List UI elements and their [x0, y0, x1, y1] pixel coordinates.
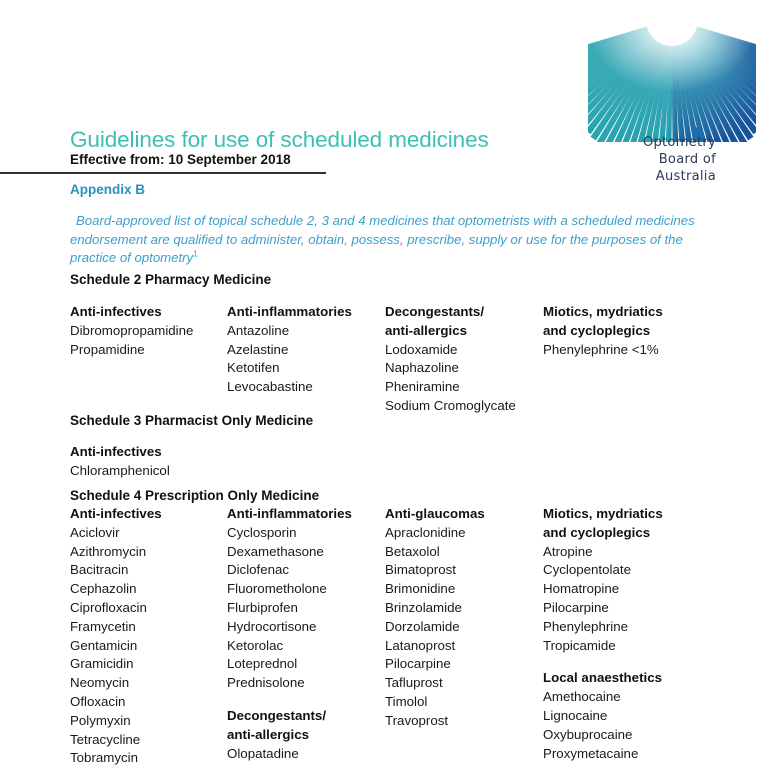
medicine-name: Pilocarpine [543, 599, 609, 615]
logo-wordmark-line-1: Optometry [642, 135, 716, 150]
category-title: Decongestants/ [385, 304, 485, 319]
medicine-name: Atropine [543, 543, 593, 559]
schedule-3-heading: Schedule 3 Pharmacist Only Medicine [70, 413, 314, 428]
medicine-name: Olopatadine [227, 745, 299, 761]
medicine-name: Levocabastine [227, 379, 313, 395]
schedule-2-column-2 [227, 303, 352, 397]
medicine-name: Cyclopentolate [543, 562, 631, 578]
medicine-name: Tafluprost [385, 675, 443, 691]
medicine-name: Prednisolone [227, 675, 305, 691]
appendix-heading: Appendix B [70, 182, 146, 197]
category-title: Decongestants/ [227, 707, 327, 723]
medicine-name: Pilocarpine [385, 656, 451, 672]
header-divider [0, 172, 326, 174]
medicine-name: Betaxolol [385, 543, 440, 559]
medicine-name: Phenylephrine [543, 618, 629, 634]
medicine-name: Phenylephrine <1% [543, 341, 659, 357]
category-title: Anti-infectives [70, 506, 162, 521]
category-title: Anti-inflammatories [227, 506, 352, 521]
appendix-description-text: Board-approved list of topical schedule 2, 3 and 4 medicines that optometrists with a scheduled medicines endorsement are qualified to administer, obtain, possess, prescribe, supply or use for the purposes of the practice of optometry [70, 213, 695, 265]
medicine-name: Amethocaine [543, 689, 621, 705]
medicine-name: Lignocaine [543, 707, 608, 723]
medicine-name: Propamidine [70, 341, 145, 357]
medicine-name: Lodoxamide [385, 341, 458, 357]
medicine-name: Flurbiprofen [227, 599, 298, 615]
medicine-name: Oxybuprocaine [543, 726, 633, 742]
medicine-name: Gramicidin [70, 656, 134, 672]
medicine-name: Chloramphenicol [70, 462, 170, 478]
logo-wordmark-line-3: Australia [655, 169, 716, 184]
category-title: anti-allergics [385, 322, 468, 338]
medicine-name: Azithromycin [70, 543, 147, 559]
medicine-name: Dibromopropamidine [70, 322, 194, 338]
schedule-4-column-4 [543, 505, 663, 763]
effective-from-label: Effective from: 10 September 2018 [70, 152, 291, 167]
category-title: anti-allergics [227, 726, 310, 742]
medicine-name: Loteprednol [227, 656, 298, 672]
medicine-name: Proxymetacaine [543, 745, 639, 761]
medicine-name: Dorzolamide [385, 618, 460, 634]
category-title: and cycloplegics [543, 524, 651, 540]
schedule-4-column-1 [70, 505, 162, 768]
medicine-name: Brimonidine [385, 581, 456, 597]
category-title: Miotics, mydriatics [543, 304, 663, 319]
medicine-name: Pheniramine [385, 379, 460, 395]
medicine-name: Neomycin [70, 675, 130, 691]
schedule-4-column-3 [385, 505, 485, 731]
medicine-name: Ofloxacin [70, 693, 126, 709]
schedule-2-column-4 [543, 303, 663, 359]
category-title: Anti-inflammatories [227, 304, 352, 319]
medicine-name: Tetracycline [70, 731, 141, 747]
medicine-name: Ketotifen [227, 360, 280, 376]
category-title: Anti-infectives [70, 304, 162, 319]
medicine-name: Latanoprost [385, 637, 456, 653]
medicine-name: Aciclovir [70, 524, 120, 540]
medicine-name: Naphazoline [385, 360, 459, 376]
medicine-name: Bimatoprost [385, 562, 456, 578]
medicine-name: Dexamethasone [227, 543, 324, 559]
medicine-name: Hydrocortisone [227, 618, 317, 634]
medicine-name: Framycetin [70, 618, 136, 634]
schedule-4-column-2 [227, 505, 352, 763]
medicine-name: Polymyxin [70, 712, 131, 728]
schedule-2-column-3 [385, 303, 516, 416]
medicine-name: Fluorometholone [227, 581, 327, 597]
page-title: Guidelines for use of scheduled medicines [70, 127, 489, 153]
medicine-name: Tropicamide [543, 637, 616, 653]
medicine-name: Brinzolamide [385, 599, 462, 615]
category-title: and cycloplegics [543, 322, 651, 338]
medicine-name: Tobramycin [70, 750, 138, 766]
category-title: Local anaesthetics [543, 670, 662, 686]
medicine-name: Bacitracin [70, 562, 129, 578]
logo-wordmark-line-2: Board of [658, 152, 716, 167]
logo-block [588, 12, 756, 184]
medicine-name: Sodium Cromoglycate [385, 397, 516, 413]
medicine-name: Timolol [385, 693, 428, 709]
australia-sunburst-logo-icon [588, 12, 756, 142]
medicine-name: Ketorolac [227, 637, 284, 653]
category-title: Anti-glaucomas [385, 506, 485, 521]
footnote-marker: 1 [193, 248, 198, 259]
schedule-3-column-1 [70, 443, 170, 481]
medicine-name: Diclofenac [227, 562, 290, 578]
medicine-name: Travoprost [385, 712, 449, 728]
appendix-description [70, 212, 695, 268]
medicine-name: Homatropine [543, 581, 620, 597]
medicine-name: Azelastine [227, 341, 289, 357]
medicine-name: Cyclosporin [227, 524, 297, 540]
medicine-name: Gentamicin [70, 637, 138, 653]
medicine-name: Ciprofloxacin [70, 599, 147, 615]
logo-wordmark [588, 134, 716, 185]
category-title: Anti-infectives [70, 444, 162, 459]
medicine-name: Apraclonidine [385, 524, 466, 540]
category-title: Miotics, mydriatics [543, 506, 663, 521]
schedule-2-column-1 [70, 303, 193, 359]
medicine-name: Cephazolin [70, 581, 137, 597]
schedule-4-heading: Schedule 4 Prescription Only Medicine [70, 488, 320, 503]
schedule-2-heading: Schedule 2 Pharmacy Medicine [70, 272, 272, 287]
medicine-name: Antazoline [227, 322, 290, 338]
